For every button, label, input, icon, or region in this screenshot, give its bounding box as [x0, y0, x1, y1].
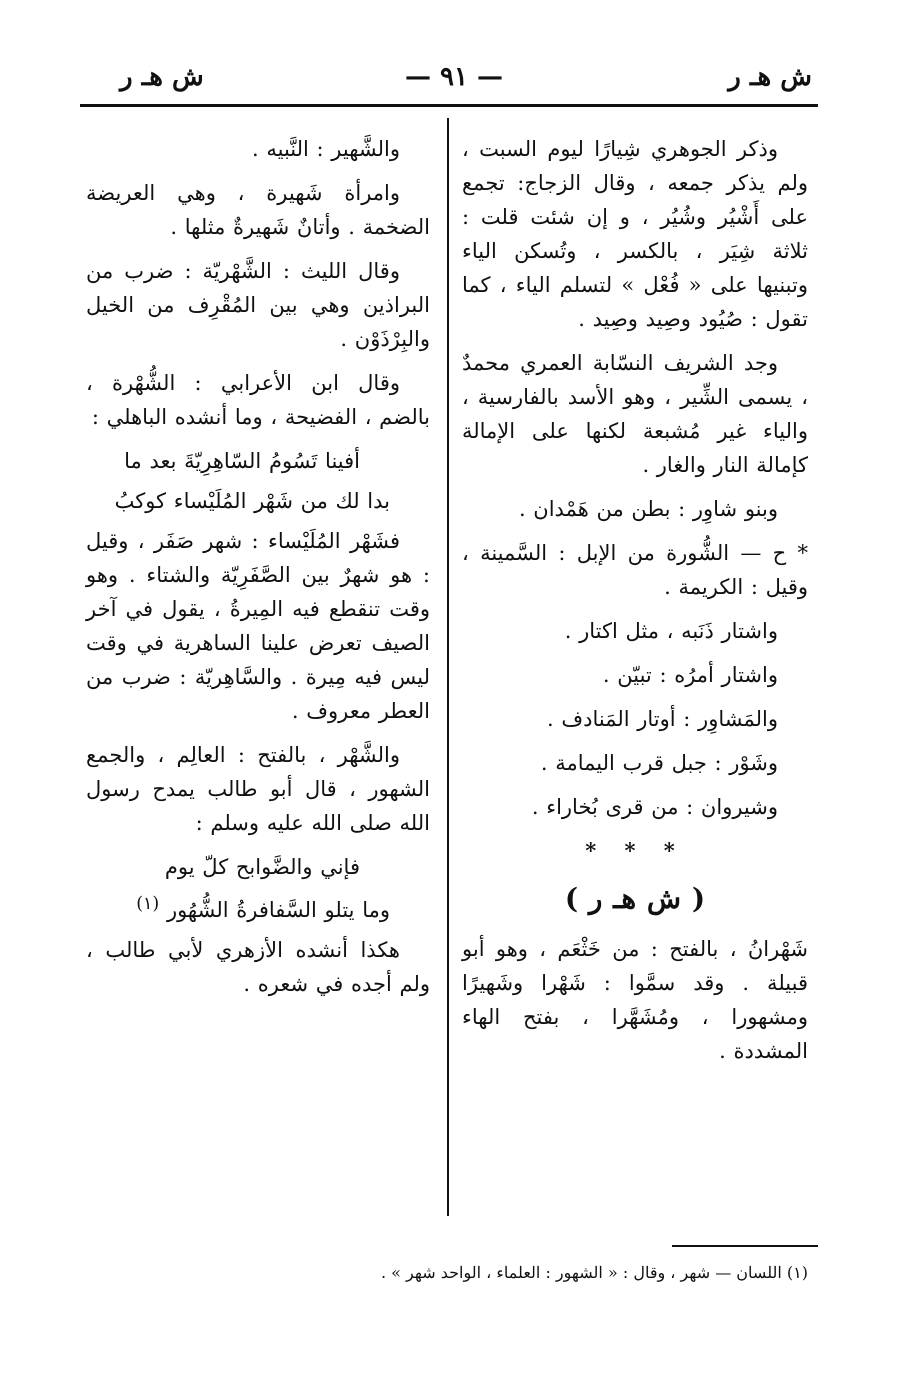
running-header-right: ش هـ ر: [728, 62, 812, 92]
paragraph: وبنو شاوِر : بطن من هَمْدان .: [518, 497, 778, 522]
column-separator: [447, 118, 449, 1216]
paragraph: وجد الشريف النسّابة العمري محمدٌ ، يسمى الشِّير ، وهو الأسد بالفارسية ، والياء غير مُشبعة لكنها على الإمالة كإمالة النار والغار .: [462, 351, 808, 478]
footnote-rule: [672, 1245, 818, 1247]
paragraph: وامرأة شَهيرة ، وهي العريضة الضخمة . وأتانٌ شَهيرةٌ مثلها .: [86, 181, 430, 240]
page-number: — ٩١ —: [404, 62, 504, 92]
paragraph: وذكر الجوهري شِيارًا ليوم السبت ، ولم يذكر جمعه ، وقال الزجاج: تجمع على أَشْيُر وشُيُر ، و إن شئت قلت : ثلاثة شِيَر ، بالكسر ، وتُسكن الياء وتبنيها على « فُعْل » لتسلم الياء ، كما تقول : صُيُود وصِيد وصِيد .: [462, 137, 808, 332]
paragraph: وشيروان : من قرى بُخاراء .: [531, 795, 778, 820]
paragraph: والشَّهْر ، بالفتح : العالِم ، والجمع الشهور ، قال أبو طالب يمدح رسول الله صلى الله عليه وسلم :: [86, 743, 430, 836]
section-title: ( ش هـ ر ): [564, 882, 706, 916]
left-column: [86, 132, 430, 1011]
verse-line: أفينا تَسُومُ السّاهِرِيّةَ بعد ما: [124, 449, 360, 474]
paragraph: وقال ابن الأعرابي : الشُّهْرة ، بالضم ، الفضيحة ، وما أنشده الباهلي :: [86, 371, 430, 430]
footnote-marker: (١): [136, 894, 160, 915]
verse-line: فإني والضَّوابح كلّ يوم: [164, 855, 360, 880]
paragraph: واشتار ذَنَبه ، مثل اكتار .: [564, 619, 778, 644]
header-rule: [80, 104, 818, 107]
running-header-left: ش هـ ر: [120, 62, 204, 92]
verse-line: بدا لك من شَهْر المُلَيْساء كوكبُ: [114, 489, 390, 514]
verse-text: وما يتلو السَّفافرةُ الشُّهُور: [166, 898, 390, 923]
paragraph: وقال الليث : الشَّهْريّة : ضرب من البراذين وهي بين المُقْرِف من الخيل والبِرْذَوْن .: [86, 259, 430, 352]
paragraph: واشتار أمرُه : تبيّن .: [602, 663, 778, 688]
paragraph: والمَشاوِر : أوتار المَنادف .: [547, 707, 778, 732]
section-stars: * * *: [585, 838, 685, 864]
paragraph: وشَوْر : جبل قرب اليمامة .: [540, 751, 778, 776]
paragraph: والشَّهير : النَّبيه .: [252, 137, 400, 161]
paragraph: فشَهْر المُلَيْساء : شهر صَفَر ، وقيل : هو شهرٌ بين الصَّفَرِيّة والشتاء . وهو وقت تنقطع فيه المِيرةُ ، يقول في آخر الصيف تعرض علينا الساهرية في وقت ليس فيه مِيرة . والسَّاهِريّة : ضرب من العطر معروف .: [86, 529, 430, 724]
paragraph: * ح — الشُّورة من الإبل : السَّمينة ، وقيل : الكريمة .: [462, 541, 808, 600]
verse-line: [86, 890, 430, 927]
paragraph: شَهْرانُ ، بالفتح : من خَثْعَم ، وهو أبو قبيلة . وقد سمَّوا : شَهْرا وشَهيرًا ومشهورا ، ومُشَهَّرا ، بفتح الهاء المشددة .: [462, 936, 808, 1063]
paragraph: هكذا أنشده الأزهري لأبي طالب ، ولم أجده في شعره .: [86, 938, 430, 997]
right-column: [462, 132, 808, 1078]
footnote: (١) اللسان — شهر ، وقال : « الشهور : العلماء ، الواحد شهر » .: [380, 1263, 808, 1282]
